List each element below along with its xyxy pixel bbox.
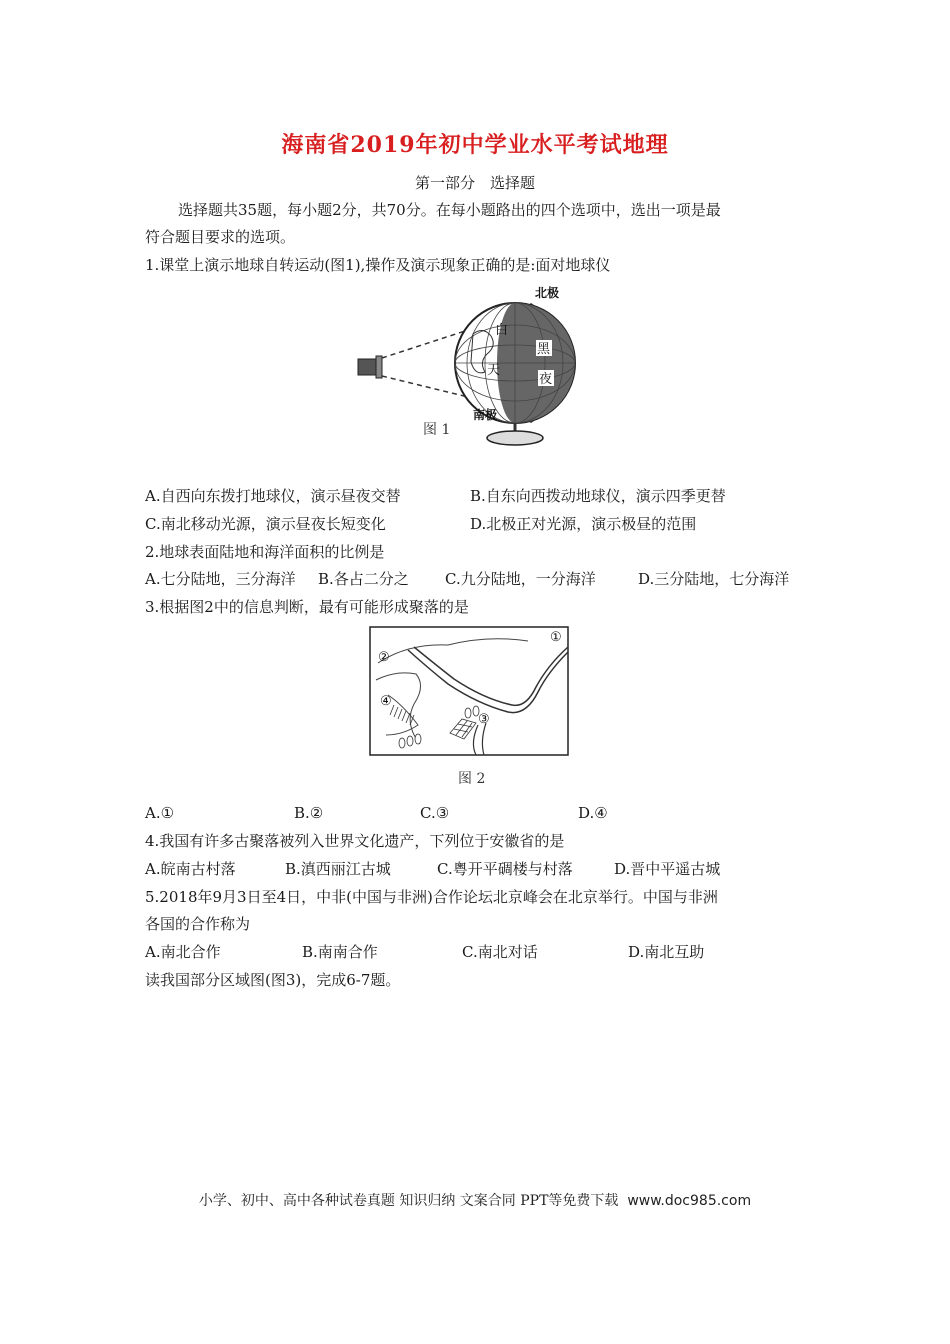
q3-option-a[interactable]: A.① — [145, 804, 175, 822]
q1-option-b[interactable]: B.自东向西拨动地球仪，演示四季更替 — [470, 487, 726, 505]
map-marker-1: ① — [550, 630, 562, 645]
figure-2-map — [368, 625, 572, 790]
page-footer — [0, 1190, 950, 1210]
q1-option-a[interactable]: A.自西向东拨打地球仪，演示昼夜交替 — [145, 487, 401, 505]
question-4-stem: 4.我国有许多古聚落被列入世界文化遗产，下列位于安徽省的是 — [145, 832, 565, 850]
question-1-stem: 1.课堂上演示地球自转运动(图1),操作及演示现象正确的是:面对地球仪 — [145, 256, 611, 274]
q1-option-c[interactable]: C.南北移动光源，演示昼夜长短变化 — [145, 515, 386, 533]
q5-option-b[interactable]: B.南南合作 — [302, 943, 378, 961]
q2-option-c[interactable]: C.九分陆地，一分海洋 — [445, 570, 596, 588]
q5-option-a[interactable]: A.南北合作 — [145, 943, 221, 961]
q2-option-b[interactable]: B.各占二分之 — [318, 570, 409, 588]
q2-option-a[interactable]: A.七分陆地，三分海洋 — [145, 570, 296, 588]
question-5-stem-2: 各国的合作称为 — [145, 915, 251, 933]
label-night-2: 夜 — [539, 372, 553, 387]
figure-2-caption: 图 2 — [458, 771, 486, 787]
q1-option-d[interactable]: D.北极正对光源，演示极昼的范围 — [470, 515, 697, 533]
instructions-line-1: 选择题共35题，每小题2分，共70分。在每小题路出的四个选项中，选出一项是最 — [178, 201, 721, 219]
footer-text: 小学、初中、高中各种试卷真题 知识归纳 文案合同 PPT等免费下载 — [198, 1193, 619, 1209]
instructions-line-2: 符合题目要求的选项。 — [145, 228, 296, 246]
map-marker-4: ④ — [380, 694, 392, 709]
question-3-stem: 3.根据图2中的信息判断，最有可能形成聚落的是 — [145, 598, 469, 616]
question-2-stem: 2.地球表面陆地和海洋面积的比例是 — [145, 543, 385, 561]
q4-option-d[interactable]: D.晋中平遥古城 — [614, 860, 721, 878]
map-marker-3: ③ — [478, 712, 490, 727]
q5-option-d[interactable]: D.南北互助 — [628, 943, 705, 961]
figure-1-caption: 图 1 — [423, 422, 451, 438]
q4-option-c[interactable]: C.粤开平碉楼与村落 — [437, 860, 573, 878]
questions-6-7-intro: 读我国部分区域图(图3)，完成6-7题。 — [145, 971, 401, 989]
figure-1-globe — [355, 282, 595, 452]
exam-title: 海南省2019年初中学业水平考试地理 — [281, 132, 669, 158]
map-marker-2: ② — [378, 650, 390, 665]
section-heading: 第一部分 选择题 — [414, 174, 535, 192]
footer-url[interactable]: www.doc985.com — [627, 1193, 752, 1209]
label-day-1: 白 — [495, 323, 509, 338]
q3-option-d[interactable]: D.④ — [578, 804, 608, 822]
q3-option-c[interactable]: C.③ — [420, 804, 450, 822]
q4-option-b[interactable]: B.滇西丽江古城 — [285, 860, 391, 878]
label-night-1: 黑 — [537, 342, 551, 357]
label-day-2: 天 — [487, 363, 501, 378]
q3-option-b[interactable]: B.② — [294, 804, 324, 822]
label-south-pole: 南极 — [473, 408, 498, 422]
q4-option-a[interactable]: A.皖南古村落 — [145, 860, 236, 878]
q2-option-d[interactable]: D.三分陆地，七分海洋 — [638, 570, 790, 588]
question-5-stem-1: 5.2018年9月3日至4日，中非(中国与非洲)合作论坛北京峰会在北京举行。中国与非洲 — [145, 888, 718, 906]
q5-option-c[interactable]: C.南北对话 — [462, 943, 538, 961]
label-north-pole: 北极 — [535, 286, 560, 300]
